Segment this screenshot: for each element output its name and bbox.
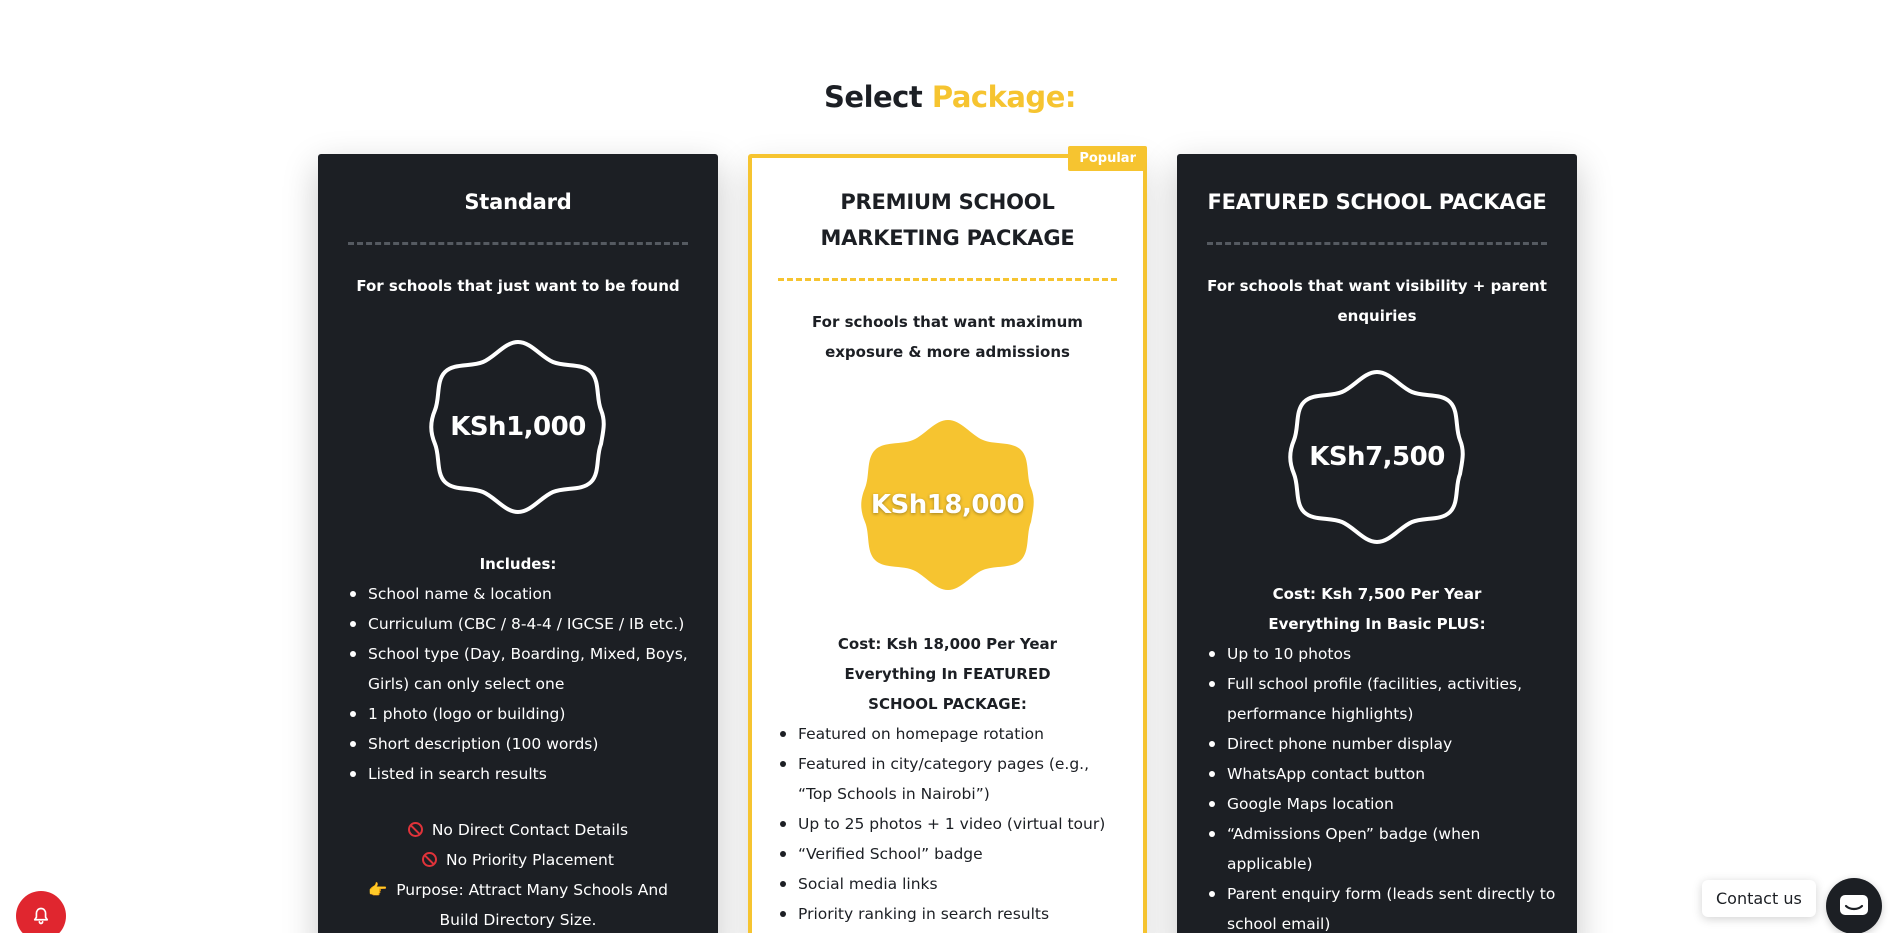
list-item: Featured in city/category pages (e.g., “Top Schools in Nairobi”) (778, 749, 1127, 809)
package-tagline: For schools that want maximum exposure & more admissions (812, 313, 1083, 361)
includes-label: Includes: (479, 555, 557, 573)
list-item: Parent enquiry form (leads sent directly to school email) (1207, 879, 1557, 933)
includes-label: Everything In Basic PLUS: (1268, 615, 1486, 633)
package-title: Standard (464, 190, 572, 214)
section-title (0, 80, 1900, 114)
price-badge (428, 337, 608, 517)
title-text: Select (824, 80, 923, 114)
package-card-premium[interactable] (748, 151, 1147, 933)
divider (1207, 242, 1547, 245)
list-item: Up to 10 photos (1207, 639, 1557, 669)
list-item: School name & location (348, 579, 698, 609)
package-tagline: For schools that want visibility + parent enquiries (1207, 277, 1547, 325)
chat-button[interactable] (1826, 878, 1882, 933)
feature-list (338, 579, 698, 789)
package-price: KSh7,500 (1309, 442, 1445, 472)
feature-list (768, 719, 1127, 929)
list-item: Featured on homepage rotation (778, 719, 1127, 749)
feature-list (1197, 639, 1557, 933)
list-item: School type (Day, Boarding, Mixed, Boys, Girls) can only select one (348, 639, 698, 699)
prohibited-icon (408, 822, 423, 837)
cost-line: Cost: Ksh 18,000 Per Year (837, 635, 1058, 653)
note-purpose (348, 875, 688, 933)
pointing-hand-icon: 👉 (367, 881, 388, 899)
price-badge (858, 415, 1038, 595)
package-title: PREMIUM SCHOOL MARKETING PACKAGE (820, 190, 1075, 250)
list-item: Google Maps location (1207, 789, 1557, 819)
list-item: Social media links (778, 869, 1127, 899)
package-tagline: For schools that just want to be found (356, 277, 680, 295)
list-item: 1 photo (logo or building) (348, 699, 698, 729)
list-item: Up to 25 photos + 1 video (virtual tour) (778, 809, 1127, 839)
package-card-featured[interactable] (1177, 154, 1577, 933)
list-item: Listed in search results (348, 759, 698, 789)
cost-line: Cost: Ksh 7,500 Per Year (1272, 585, 1482, 603)
bell-icon (31, 906, 51, 926)
list-item: “Admissions Open” badge (when applicable) (1207, 819, 1557, 879)
prohibited-icon (422, 852, 437, 867)
list-item: Short description (100 words) (348, 729, 698, 759)
list-item: WhatsApp contact button (1207, 759, 1557, 789)
list-item: Full school profile (facilities, activities, performance highlights) (1207, 669, 1557, 729)
list-item: Direct phone number display (1207, 729, 1557, 759)
note-text: No Direct Contact Details (431, 821, 629, 839)
price-badge (1287, 367, 1467, 547)
divider (348, 242, 688, 245)
package-price: KSh1,000 (450, 412, 586, 442)
list-item: Curriculum (CBC / 8-4-4 / IGCSE / IB etc.) (348, 609, 698, 639)
title-accent-text: Package: (931, 80, 1076, 114)
popular-badge: Popular (1068, 146, 1147, 171)
package-notes (338, 815, 698, 933)
note-no-priority (348, 845, 688, 875)
note-no-contact (348, 815, 688, 845)
chat-icon (1838, 892, 1870, 920)
includes-label: Everything In FEATURED SCHOOL PACKAGE: (844, 665, 1051, 713)
package-card-standard[interactable] (318, 154, 718, 933)
package-title: FEATURED SCHOOL PACKAGE (1207, 190, 1547, 214)
note-text: Purpose: Attract Many Schools And Build Directory Size. (396, 881, 668, 929)
list-item: “Verified School” badge (778, 839, 1127, 869)
list-item: Priority ranking in search results (778, 899, 1127, 929)
package-price: KSh18,000 (870, 490, 1025, 520)
note-text: No Priority Placement (446, 851, 614, 869)
contact-us-label[interactable]: Contact us (1702, 880, 1816, 917)
notification-button[interactable] (16, 891, 66, 933)
divider (778, 278, 1117, 281)
